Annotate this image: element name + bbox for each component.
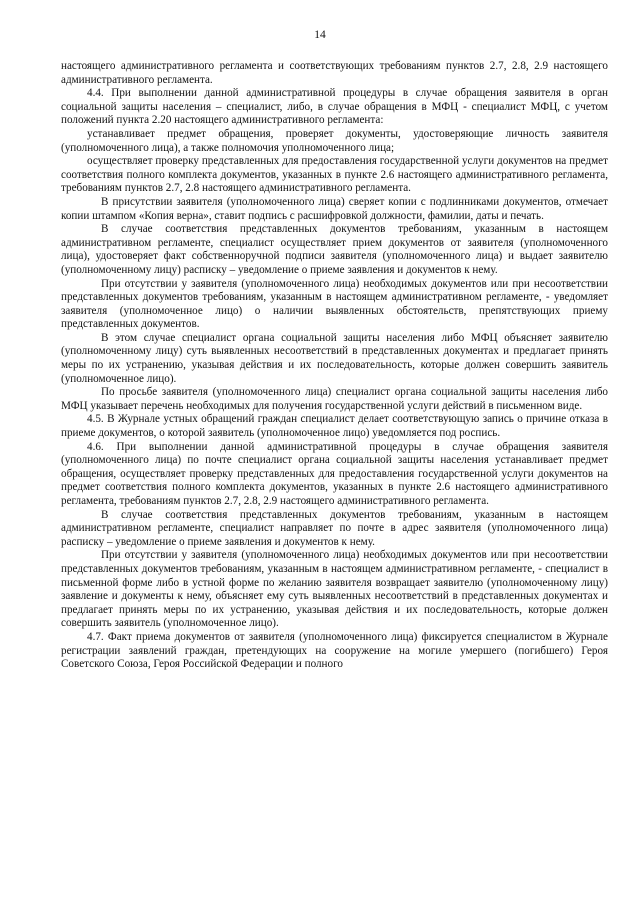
paragraph: В случае соответствия представленных документов требованиям, указанным в настоящем административном регламенте, специалист осуществляет прием документов от заявителя (уполномоченного лица), удостоверяет факт собственноручной подписи заявителя (уполномоченного лица) и выдает заявителю (уполномоченному лицу) расписку – уведомление о приеме заявления и документов к нему. bbox=[61, 223, 608, 276]
paragraph: При отсутствии у заявителя (уполномоченного лица) необходимых документов или при несоответствии представленных документов требованиям, указанным в настоящем административном регламенте, - специалист в письменной форме либо в устной форме по желанию заявителя возвращает заявителю (уполномоченному лицу) заявление и документы к нему, объясняет ему суть выявленных несоответствий в представленных документах и предлагает принять меры по их устранению, указывая действия и их последовательность, которые должен совершить заявитель (уполномоченное лицо). bbox=[61, 549, 608, 630]
paragraph: устанавливает предмет обращения, проверяет документы, удостоверяющие личность заявителя (уполномоченного лица), а также полномочия уполномоченного лица; bbox=[61, 127, 608, 154]
paragraph: настоящего административного регламента и соответствующих требованиям пунктов 2.7, 2.8, 2.9 настоящего административного регламента. bbox=[61, 60, 608, 86]
paragraph: По просьбе заявителя (уполномоченного лица) специалист органа социальной защиты населения либо МФЦ указывает перечень необходимых для получения государственной услуги действий в письменном виде. bbox=[61, 386, 608, 412]
paragraph: В присутствии заявителя (уполномоченного лица) сверяет копии с подлинниками документов, отмечает копии штампом «Копия верна», ставит подпись с расшифровкой должности, фамилии, даты и печать. bbox=[61, 195, 608, 222]
paragraph: 4.7. Факт приема документов от заявителя (уполномоченного лица) фиксируется специалистом в Журнале регистрации заявлений граждан, претендующих на сооружение на могиле умершего (погибшего) Героя Советского Союза, Героя Российской Федерации и полного bbox=[61, 630, 608, 671]
paragraph: В этом случае специалист органа социальной защиты населения либо МФЦ объясняет заявителю (уполномоченному лицу) суть выявленных несоответствий в представленных документах и предлагает принять меры по их устранению, указывая действия и их последовательность, которые должен совершить заявитель (уполномоченное лицо). bbox=[61, 331, 608, 385]
paragraph: 4.4. При выполнении данной административной процедуры в случае обращения заявителя в орган социальной защиты населения – специалист, либо, в случае обращения в МФЦ - специалист МФЦ, с учетом положений пункта 2.20 настоящего административного регламента: bbox=[61, 87, 608, 127]
paragraph: При отсутствии у заявителя (уполномоченного лица) необходимых документов или при несоответствии представленных документов требованиям, указанным в настоящем административном регламенте, - уведомляет заявителя (уполномоченное лицо) о наличии выявленных обстоятельств, препятствующих приему представленных документов. bbox=[61, 277, 608, 331]
paragraph: 4.6. При выполнении данной административной процедуры в случае обращения заявителя (уполномоченного лица) по почте специалист органа социальной защиты населения устанавливает предмет обращения, осуществляет проверку представленных для предоставления государственной услуги документов на предмет соответствия полного комплекта документов, указанных в пункте 2.6 настоящего административного регламента, требованиям пунктов 2.7, 2.8, 2.9 настоящего административного регламента. bbox=[61, 440, 608, 507]
paragraph: В случае соответствия представленных документов требованиям, указанным в настоящем административном регламенте, специалист направляет по почте в адрес заявителя (уполномоченного лица) расписку – уведомление о приеме заявления и документов к нему. bbox=[61, 508, 608, 548]
page-number: 14 bbox=[314, 29, 326, 41]
paragraph: 4.5. В Журнале устных обращений граждан специалист делает соответствующую запись о причине отказа в приеме документов, о которой заявитель (уполномоченное лицо) уведомляется под роспись. bbox=[61, 413, 608, 440]
paragraph: осуществляет проверку представленных для предоставления государственной услуги документов на предмет соответствия полного комплекта документов, указанных в пункте 2.6 настоящего административного регламента, требованиям пунктов 2.7, 2.8 настоящего административного регламента. bbox=[61, 155, 608, 195]
document-body bbox=[61, 60, 608, 672]
